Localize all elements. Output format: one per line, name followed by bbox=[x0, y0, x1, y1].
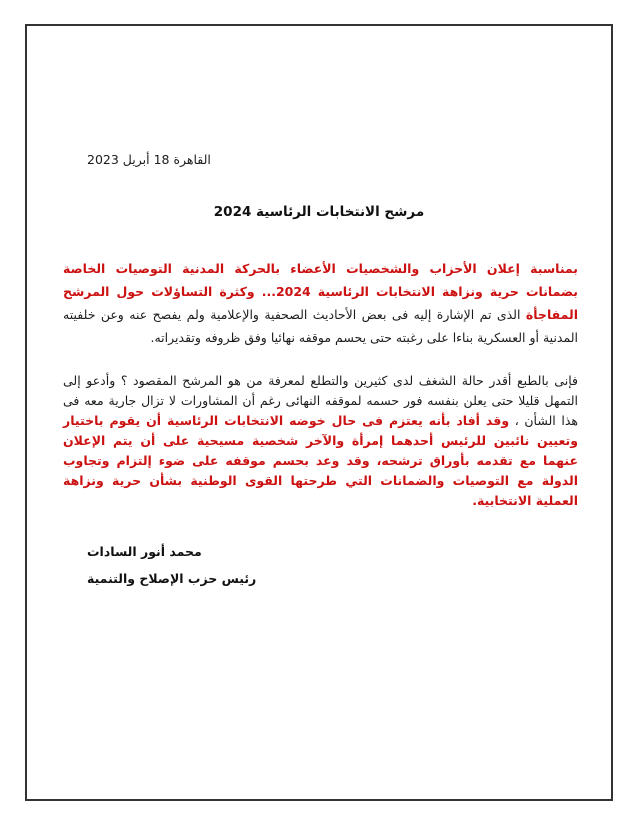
paragraph2-red-run: وقد أفاد بأنه يعتزم فى حال خوضه الانتخابات الرئاسية أن يقوم باختيار وتعيين نائبين للرئيس أحدهما إمرأة والآخر شخصية مسيحية على أن يتم الإعلان عنهما مع تقدمه بأوراق ترشحه، وقد وعد بحسم موقفه على ضوء إلتزام وتجاوب الدولة مع التوصيات والضمانات التي طرحتها القوى الوطنية بشأن حرية ونزاهة العملية الانتخابية. bbox=[63, 413, 578, 508]
document-sheet bbox=[25, 24, 613, 801]
paragraph-announcement bbox=[63, 257, 578, 349]
paragraph2-black-run: فإنى بالطبع أقدر حالة الشغف لدى كثيرين والتطلع لمعرفة من هو المرشح المقصود ؟ وأدعو إلى التمهل قليلا حتى يعلن بنفسه فور حسمه لموقفه النهائى رغم أن المشاورات لا تزال جارية معه فى هذا الشأن ، bbox=[63, 373, 578, 428]
paragraph1-red-run: بمناسبة إعلان الأحزاب والشخصيات الأعضاء بالحركة المدنية التوصيات الخاصة بضمانات حرية ونزاهة الانتخابات الرئاسية 2024... وكثرة التساؤلات حول المرشح المفاجأة bbox=[63, 261, 578, 322]
document-title: مرشح الانتخابات الرئاسية 2024 bbox=[213, 204, 425, 220]
date-line: القاهرة 18 أبريل 2023 bbox=[87, 152, 211, 167]
paragraph1-black-run: الذى تم الإشارة إليه فى بعض الأحاديث الصحفية والإعلامية ولم يفصح عنه وعن خلفيته المدنية أو العسكرية بناءا على رغبته حتى يحسم موقفه نهائيا وفق ظروفه وتقديراته. bbox=[63, 307, 578, 345]
signature-name: محمد أنور السادات bbox=[87, 544, 202, 559]
paragraph-statement bbox=[63, 371, 578, 511]
signature-role: رئيس حزب الإصلاح والتنمية bbox=[87, 571, 257, 586]
